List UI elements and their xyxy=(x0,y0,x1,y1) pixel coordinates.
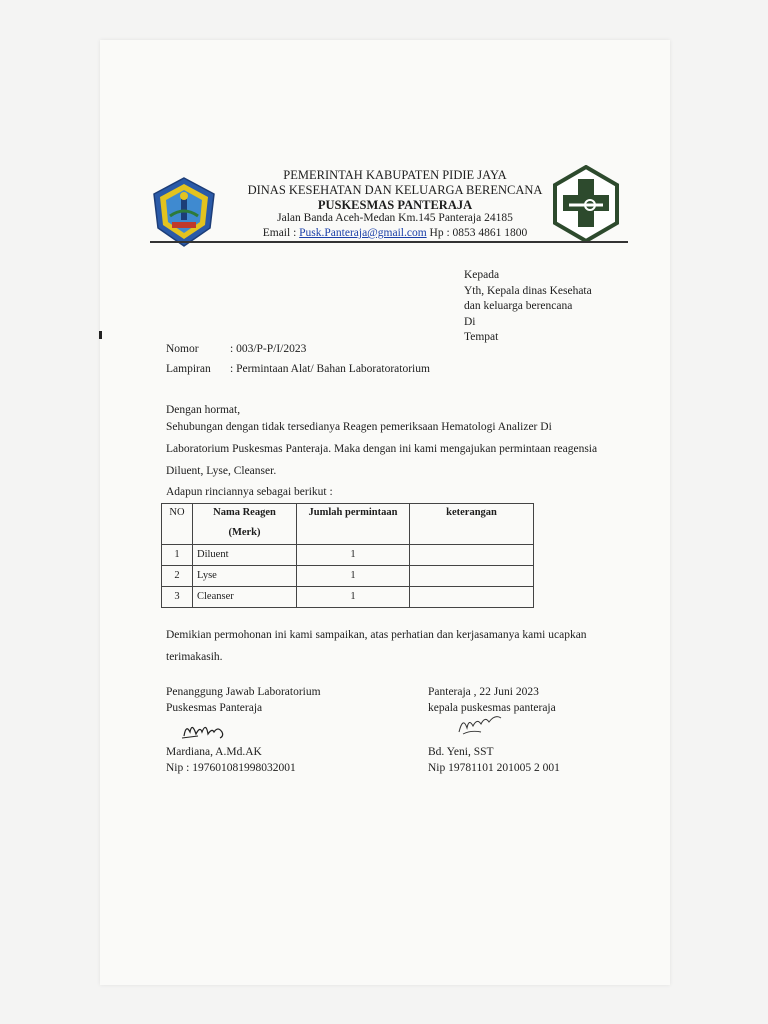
signature-left-title-2: Puskesmas Panteraja xyxy=(166,702,263,714)
body-paragraph-line-1: Sehubungan dengan tidak tersedianya Reagen pemeriksaan Hematologi Analizer Di xyxy=(166,421,552,433)
signature-left-scribble xyxy=(180,718,230,744)
header-name xyxy=(193,504,297,545)
table-row xyxy=(162,587,534,608)
body-paragraph-line-3: Diluent, Lyse, Cleanser. xyxy=(166,465,277,477)
header-note: keterangan xyxy=(410,504,534,545)
signature-left-titles xyxy=(166,684,321,716)
signature-right-scribble xyxy=(455,712,505,738)
letterhead-address: Jalan Banda Aceh-Medan Km.145 Panteraja 24185 xyxy=(277,212,513,224)
table-row xyxy=(162,566,534,587)
letterhead-government: PEMERINTAH KABUPATEN PIDIE JAYA xyxy=(283,168,507,182)
row-no: 2 xyxy=(162,566,193,587)
reagent-table xyxy=(161,503,534,608)
signature-left-nip: Nip : 197601081998032001 xyxy=(166,762,296,774)
row-name: Cleanser xyxy=(193,587,297,608)
table-row xyxy=(162,545,534,566)
nomor-label: Nomor xyxy=(166,343,199,355)
row-no: 3 xyxy=(162,587,193,608)
closing-line-1: Demikian permohonan ini kami sampaikan, atas perhatian dan kerjasamanya kami ucapkan xyxy=(166,629,587,641)
row-note xyxy=(410,545,534,566)
row-qty: 1 xyxy=(297,587,410,608)
recipient-block xyxy=(464,268,592,346)
row-note xyxy=(410,587,534,608)
phone-number: Hp : 0853 4861 1800 xyxy=(426,227,528,239)
recipient-line-5: Tempat xyxy=(464,331,499,343)
body-paragraph-line-2: Laboratorium Puskesmas Panteraja. Maka dengan ini kami mengajukan permintaan reagensia xyxy=(166,443,598,455)
regency-emblem-logo xyxy=(150,176,218,248)
puskesmas-logo xyxy=(553,165,619,243)
signature-right-name: Bd. Yeni, SST xyxy=(428,746,494,758)
scan-mark xyxy=(99,331,102,339)
letterhead-divider xyxy=(150,241,628,243)
row-note xyxy=(410,566,534,587)
lampiran-value: : Permintaan Alat/ Bahan Laboratoratorium xyxy=(230,363,430,375)
signature-right-nip: Nip 19781101 201005 2 001 xyxy=(428,762,560,774)
row-qty: 1 xyxy=(297,566,410,587)
signature-left-title-1: Penanggung Jawab Laboratorium xyxy=(166,686,321,698)
email-link[interactable]: Pusk.Panteraja@gmail.com xyxy=(299,227,427,239)
row-name: Diluent xyxy=(193,545,297,566)
table-intro: Adapun rinciannya sebagai berikut : xyxy=(166,486,333,498)
signature-right-title: kepala puskesmas panteraja xyxy=(428,702,556,714)
table-header-row xyxy=(162,504,534,545)
lampiran-label: Lampiran xyxy=(166,363,211,375)
recipient-line-2: Yth, Kepala dinas Kesehata xyxy=(464,284,592,297)
header-no: NO xyxy=(162,504,193,545)
letterhead-contact xyxy=(230,227,560,239)
header-name-line-2: (Merk) xyxy=(228,527,261,538)
recipient-line-3: dan keluarga berencana xyxy=(464,300,573,312)
recipient-line-1: Kepada xyxy=(464,269,500,281)
signature-right-date: Panteraja , 22 Juni 2023 xyxy=(428,686,539,698)
email-label: Email : xyxy=(262,227,300,239)
row-qty: 1 xyxy=(297,545,410,566)
closing-line-2: terimakasih. xyxy=(166,651,223,663)
recipient-line-4: Di xyxy=(464,315,476,328)
signature-right-identity xyxy=(428,744,560,776)
letterhead-puskesmas: PUSKESMAS PANTERAJA xyxy=(317,198,473,212)
header-qty: Jumlah permintaan xyxy=(297,504,410,545)
signature-left-name: Mardiana, A.Md.AK xyxy=(166,746,262,758)
greeting: Dengan hormat, xyxy=(166,404,241,416)
header-name-line-1: Nama Reagen xyxy=(213,507,276,518)
row-no: 1 xyxy=(162,545,193,566)
nomor-value: : 003/P-P/I/2023 xyxy=(230,343,307,355)
row-name: Lyse xyxy=(193,566,297,587)
letterhead-department: DINAS KESEHATAN DAN KELUARGA BERENCANA xyxy=(247,183,543,197)
signature-left-identity xyxy=(166,744,296,776)
